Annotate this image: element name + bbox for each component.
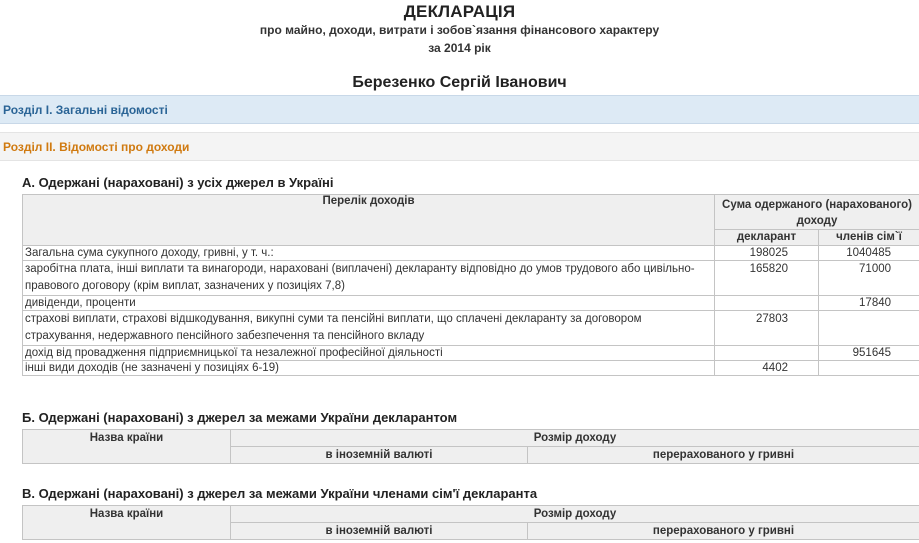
- col-header-family: членів сім`ї: [819, 230, 919, 246]
- income-abroad-declarant-table: [22, 429, 919, 464]
- family-amount-cell: [819, 311, 919, 346]
- income-type-cell: страхові виплати, страхові відшкодування, викупні суми та пенсійні виплати, що сплачені декларанту за договором страхування, недержавного пенсійного забезпечення та пенсійного вкладу: [23, 311, 715, 346]
- declarant-amount-cell: 27803: [715, 311, 819, 346]
- col-header-foreign-currency: в іноземній валюті: [231, 523, 528, 540]
- income-ukraine-heading: А. Одержані (нараховані) з усіх джерел в Україні: [22, 175, 334, 190]
- declarant-amount-cell: 198025: [715, 246, 819, 261]
- col-header-declarant: декларант: [715, 230, 819, 246]
- document-title: ДЕКЛАРАЦІЯ: [403, 2, 516, 21]
- income-type-cell: дохід від провадження підприємницької та незалежної професійної діяльності: [23, 346, 715, 361]
- section-income-header[interactable]: Розділ ІІ. Відомості про доходи: [0, 132, 919, 161]
- section-general-info-header[interactable]: Розділ І. Загальні відомості: [0, 95, 919, 124]
- table-row: [23, 311, 919, 346]
- col-header-income-list: Перелік доходів: [23, 195, 715, 246]
- col-header-converted-uah: перерахованого у гривні: [528, 447, 919, 464]
- income-type-cell: інші види доходів (не зазначені у позиціях 6-19): [23, 361, 715, 376]
- declarant-amount-cell: 165820: [715, 261, 819, 296]
- income-ukraine-table: [22, 194, 919, 376]
- table-row: [23, 361, 919, 376]
- table-row: [23, 246, 919, 261]
- family-amount-cell: 951645: [819, 346, 919, 361]
- col-header-country: Назва країни: [23, 506, 231, 540]
- income-abroad-declarant-heading: Б. Одержані (нараховані) з джерел за межами України декларантом: [22, 410, 458, 425]
- document-subtitle: про майно, доходи, витрати і зобов`язання фінансового характеру: [259, 23, 660, 37]
- col-header-income-size: Розмір доходу: [231, 430, 919, 447]
- table-row: [23, 346, 919, 361]
- income-type-cell: Загальна сума сукупного доходу, гривні, у т. ч.:: [23, 246, 715, 261]
- declarant-amount-cell: [715, 346, 819, 361]
- income-type-cell: заробітна плата, інші виплати та винагороди, нараховані (виплачені) декларанту відповідно до умов трудового або цивільно-правового договору (крім виплат, зазначених у позиціях 7,8): [23, 261, 715, 296]
- col-header-country: Назва країни: [23, 430, 231, 464]
- col-header-income-size: Розмір доходу: [231, 506, 919, 523]
- col-header-income-sum: Сума одержаного (нарахованого) доходу: [715, 195, 919, 230]
- family-amount-cell: [819, 361, 919, 376]
- declarant-name: Березенко Сергій Іванович: [352, 74, 567, 91]
- col-header-converted-uah: перерахованого у гривні: [528, 523, 919, 540]
- declarant-amount-cell: [715, 296, 819, 311]
- table-row: [23, 261, 919, 296]
- col-header-foreign-currency: в іноземній валюті: [231, 447, 528, 464]
- family-amount-cell: 1040485: [819, 246, 919, 261]
- income-abroad-family-heading: В. Одержані (нараховані) з джерел за межами України членами сім'ї декларанта: [22, 486, 538, 501]
- declarant-amount-cell: 4402: [715, 361, 819, 376]
- income-abroad-family-table: [22, 505, 919, 540]
- income-type-cell: дивіденди, проценти: [23, 296, 715, 311]
- table-row: [23, 296, 919, 311]
- document-year: за 2014 рік: [428, 41, 491, 55]
- family-amount-cell: 17840: [819, 296, 919, 311]
- family-amount-cell: 71000: [819, 261, 919, 296]
